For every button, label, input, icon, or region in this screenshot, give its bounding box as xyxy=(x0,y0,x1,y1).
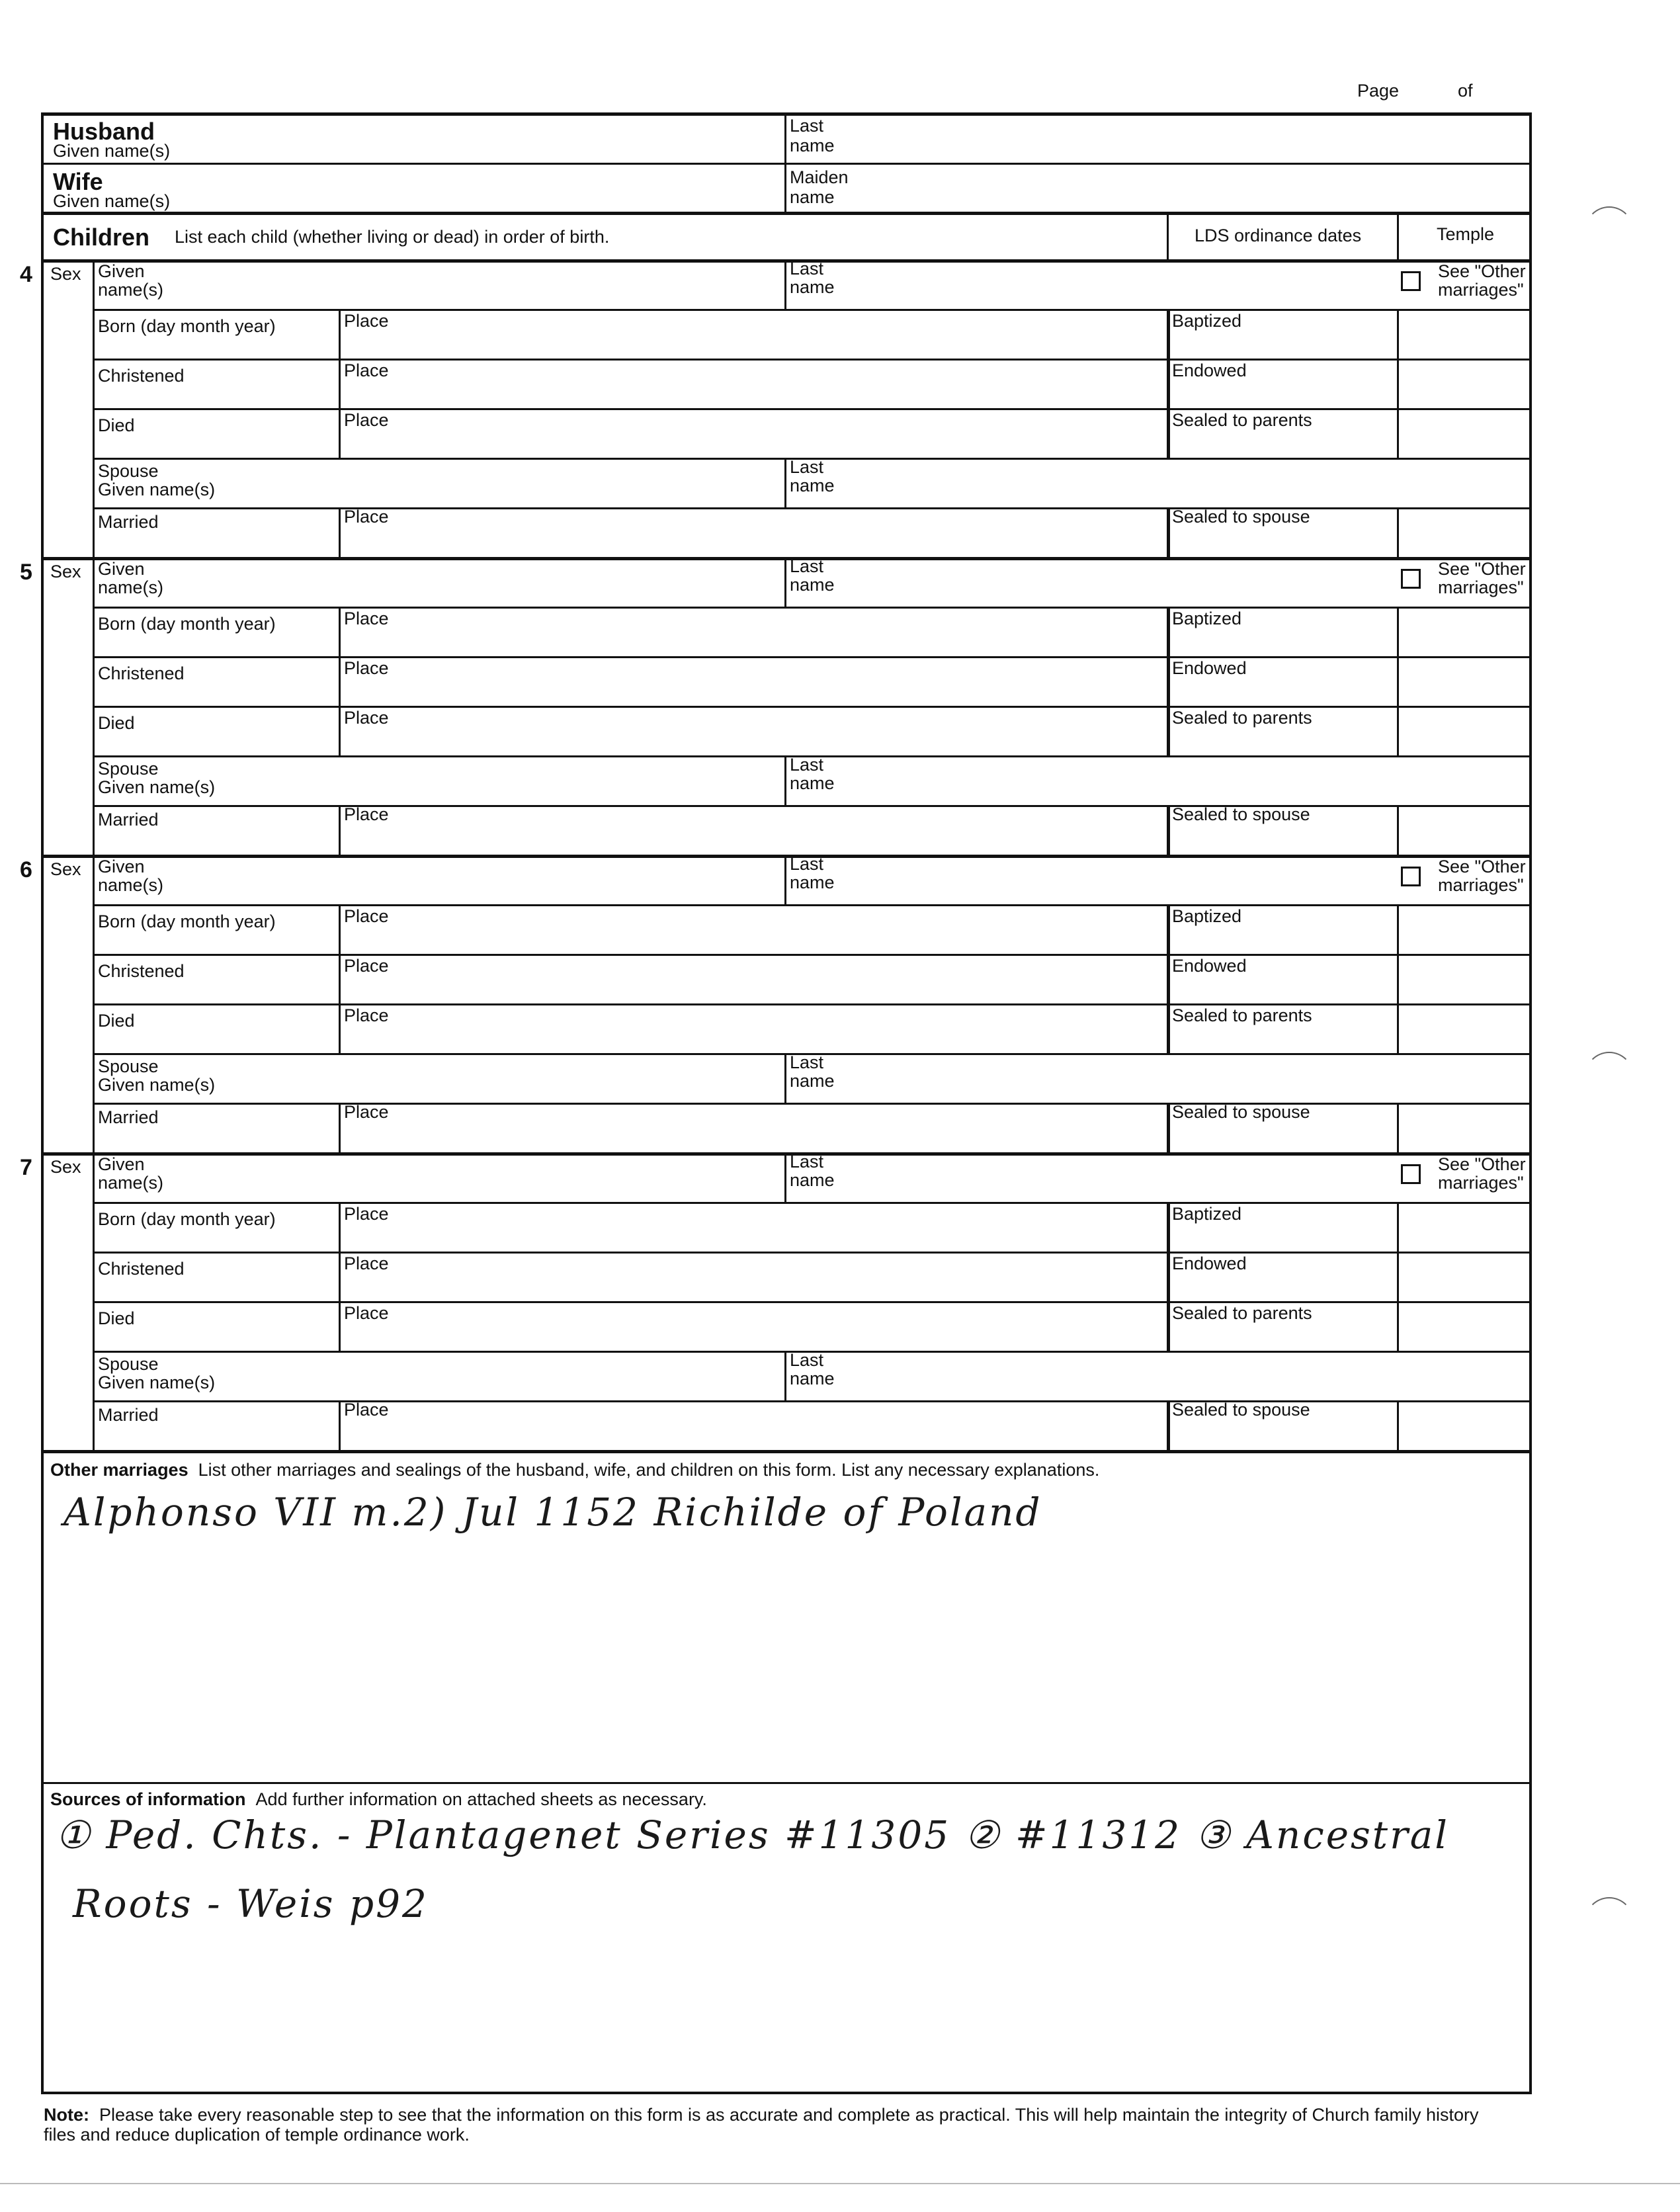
rule xyxy=(339,1400,341,1450)
note-text: Please take every reasonable step to see that the information on this form is as accurate and complete as practical. This will help maintain the integrity of Church family history files and reduce duplication of temple ordinance work. xyxy=(44,2105,1479,2145)
rule xyxy=(339,904,341,954)
rule xyxy=(1397,1301,1399,1351)
page-label: Page xyxy=(1357,81,1400,101)
rule xyxy=(1167,656,1170,706)
rule xyxy=(1167,1103,1170,1152)
sources-handwriting-line2: Roots - Weis p92 xyxy=(73,1881,429,1926)
rule xyxy=(1167,1202,1170,1252)
rule xyxy=(784,1152,786,1202)
punch-hole-mark xyxy=(1585,206,1634,255)
child-7-other-marriages-checkbox[interactable] xyxy=(1401,1164,1421,1184)
rule xyxy=(93,1400,1532,1402)
rule xyxy=(1167,1301,1170,1351)
sources-section xyxy=(50,1790,707,1809)
child-6-last-label: Last xyxy=(790,854,824,874)
child-5-born-row-place-label: Place xyxy=(344,609,389,628)
child-6-sealed-parents-label: Sealed to parents xyxy=(1172,1005,1312,1025)
rule xyxy=(339,359,341,408)
child-7-see-other-label: See "Other xyxy=(1438,1154,1526,1174)
child-6-spouse-last-label-2: name xyxy=(790,1071,835,1091)
rule xyxy=(1397,507,1399,557)
rule xyxy=(1167,507,1170,557)
child-7-given-label-2: name(s) xyxy=(98,1173,164,1193)
child-7-born-row-place-label: Place xyxy=(344,1204,389,1224)
child-6-sealed-spouse-label: Sealed to spouse xyxy=(1172,1102,1310,1122)
rule xyxy=(784,557,786,607)
child-6-endowed-label: Endowed xyxy=(1172,956,1247,976)
child-4-christened-row-label: Christened xyxy=(98,366,185,386)
child-7-baptized-label: Baptized xyxy=(1172,1204,1242,1224)
rule xyxy=(1397,954,1399,1003)
other-marriages-title: Other marriages xyxy=(50,1460,189,1480)
child-5-christened-row-label: Christened xyxy=(98,663,185,683)
child-4-endowed-label: Endowed xyxy=(1172,361,1247,380)
child-5-died-row-label: Died xyxy=(98,713,135,733)
other-marriages-section xyxy=(50,1461,1099,1480)
child-7-died-row-label: Died xyxy=(98,1308,135,1328)
rule xyxy=(1167,954,1170,1003)
rule xyxy=(41,557,1532,560)
rule xyxy=(1397,1103,1399,1152)
child-5-spouse-label: Spouse xyxy=(98,759,159,779)
rule xyxy=(1167,309,1170,359)
rule xyxy=(93,408,1532,410)
child-6-married-place-label: Place xyxy=(344,1102,389,1122)
wife-given-label: Given name(s) xyxy=(53,191,171,211)
child-7-christened-row-place-label: Place xyxy=(344,1254,389,1273)
child-6-other-marriages-checkbox[interactable] xyxy=(1401,867,1421,886)
rule xyxy=(1167,359,1170,408)
child-5-given-label: Given xyxy=(98,559,145,579)
sources-instruction: Add further information on attached sheets as necessary. xyxy=(255,1789,707,1809)
rule xyxy=(784,458,786,507)
child-7-endowed-label: Endowed xyxy=(1172,1254,1247,1273)
rule xyxy=(1397,706,1399,755)
footer-note xyxy=(44,2105,1499,2145)
child-7-christened-row-label: Christened xyxy=(98,1259,185,1279)
rule xyxy=(1167,1252,1170,1301)
rule xyxy=(1397,904,1399,954)
rule xyxy=(41,1782,1532,1784)
rule xyxy=(784,259,786,309)
rule xyxy=(41,163,1532,165)
note-title: Note: xyxy=(44,2105,89,2125)
child-6-christened-row-label: Christened xyxy=(98,961,185,981)
sources-handwriting-line1: ① Ped. Chts. - Plantagenet Series #11305 ② #11312 ③ Ancestral xyxy=(56,1812,1449,1857)
husband-last-label-2: name xyxy=(790,136,835,155)
rule xyxy=(93,1103,1532,1105)
child-4-married-label: Married xyxy=(98,512,159,532)
child-6-died-row-place-label: Place xyxy=(344,1005,389,1025)
rule xyxy=(1167,1400,1170,1450)
rule xyxy=(1397,805,1399,855)
rule xyxy=(41,212,1532,215)
child-6-spouse-label: Spouse xyxy=(98,1056,159,1076)
rule xyxy=(1167,212,1169,259)
rule xyxy=(41,259,1532,263)
child-7-last-label: Last xyxy=(790,1152,824,1171)
punch-hole-mark xyxy=(1585,1897,1634,1946)
rule xyxy=(1167,408,1170,458)
child-6-given-label-2: name(s) xyxy=(98,875,164,895)
child-7-spouse-last-label: Last xyxy=(790,1350,824,1370)
child-5-baptized-label: Baptized xyxy=(1172,609,1242,628)
child-5-spouse-label-2: Given name(s) xyxy=(98,777,216,797)
child-7-sex-label: Sex xyxy=(50,1157,81,1177)
child-4-number: 4 xyxy=(20,262,32,287)
child-4-see-other-label-2: marriages" xyxy=(1438,280,1524,300)
child-6-baptized-label: Baptized xyxy=(1172,906,1242,926)
rule xyxy=(339,954,341,1003)
child-4-spouse-last-label-2: name xyxy=(790,476,835,495)
punch-hole-mark xyxy=(1585,1052,1634,1101)
rule xyxy=(93,954,1532,956)
rule xyxy=(339,1252,341,1301)
rule xyxy=(93,359,1532,361)
page-bottom-rule xyxy=(0,2183,1680,2184)
rule xyxy=(41,112,1532,116)
child-4-sealed-spouse-label: Sealed to spouse xyxy=(1172,507,1310,527)
child-6-spouse-last-label: Last xyxy=(790,1052,824,1072)
child-6-born-row-place-label: Place xyxy=(344,906,389,926)
child-4-other-marriages-checkbox[interactable] xyxy=(1401,271,1421,291)
children-title: Children xyxy=(53,224,150,251)
rule xyxy=(339,507,341,557)
rule xyxy=(93,706,1532,708)
rule xyxy=(93,904,1532,906)
rule xyxy=(339,805,341,855)
rule xyxy=(93,656,1532,658)
rule xyxy=(93,507,1532,509)
child-5-born-row-label: Born (day month year) xyxy=(98,614,276,634)
child-4-last-label-2: name xyxy=(790,277,835,297)
child-5-see-other-label-2: marriages" xyxy=(1438,577,1524,597)
rule xyxy=(339,1003,341,1053)
rule xyxy=(93,1003,1532,1005)
rule xyxy=(339,309,341,359)
child-7-married-label: Married xyxy=(98,1405,159,1425)
child-5-died-row-place-label: Place xyxy=(344,708,389,728)
child-7-spouse-label: Spouse xyxy=(98,1354,159,1374)
child-4-died-row-label: Died xyxy=(98,415,135,435)
child-6-see-other-label-2: marriages" xyxy=(1438,875,1524,895)
rule xyxy=(1397,607,1399,656)
child-5-last-label-2: name xyxy=(790,575,835,595)
rule xyxy=(41,1450,1532,1453)
husband-title: Husband xyxy=(53,118,155,145)
child-4-died-row-place-label: Place xyxy=(344,410,389,430)
child-4-born-row-place-label: Place xyxy=(344,311,389,331)
child-5-sealed-parents-label: Sealed to parents xyxy=(1172,708,1312,728)
child-5-married-place-label: Place xyxy=(344,804,389,824)
child-6-christened-row-place-label: Place xyxy=(344,956,389,976)
child-7-died-row-place-label: Place xyxy=(344,1303,389,1323)
child-4-born-row-label: Born (day month year) xyxy=(98,316,276,336)
child-6-spouse-label-2: Given name(s) xyxy=(98,1075,216,1095)
rule xyxy=(41,855,1532,858)
wife-maiden-label: Maiden xyxy=(790,167,849,187)
rule xyxy=(93,1301,1532,1303)
rule xyxy=(93,805,1532,807)
child-7-given-label: Given xyxy=(98,1154,145,1174)
child-5-spouse-last-label: Last xyxy=(790,755,824,775)
child-6-died-row-label: Died xyxy=(98,1011,135,1031)
child-4-last-label: Last xyxy=(790,259,824,278)
child-5-last-label: Last xyxy=(790,556,824,576)
rule xyxy=(1167,805,1170,855)
other-marriages-instruction: List other marriages and sealings of the husband, wife, and children on this form. List any necessary explanations. xyxy=(198,1460,1100,1480)
rule xyxy=(784,112,786,212)
child-4-sealed-parents-label: Sealed to parents xyxy=(1172,410,1312,430)
rule xyxy=(1397,212,1399,259)
temple-label: Temple xyxy=(1437,224,1495,244)
child-5-married-label: Married xyxy=(98,810,159,830)
rule xyxy=(1167,1003,1170,1053)
rule xyxy=(339,656,341,706)
child-7-spouse-last-label-2: name xyxy=(790,1369,835,1388)
child-5-other-marriages-checkbox[interactable] xyxy=(1401,569,1421,589)
lds-ordinance-label: LDS ordinance dates xyxy=(1195,226,1362,245)
rule xyxy=(784,755,786,805)
rule xyxy=(1397,1400,1399,1450)
child-4-sex-label: Sex xyxy=(50,264,81,284)
sources-title: Sources of information xyxy=(50,1789,246,1809)
rule xyxy=(339,1202,341,1252)
rule xyxy=(41,1152,1532,1156)
rule xyxy=(93,1252,1532,1254)
child-5-spouse-last-label-2: name xyxy=(790,773,835,793)
rule xyxy=(1397,1003,1399,1053)
wife-title: Wife xyxy=(53,168,103,195)
rule xyxy=(339,706,341,755)
of-label: of xyxy=(1458,81,1473,101)
child-4-christened-row-place-label: Place xyxy=(344,361,389,380)
rule xyxy=(339,1103,341,1152)
child-7-spouse-label-2: Given name(s) xyxy=(98,1373,216,1392)
rule xyxy=(784,1351,786,1400)
child-6-born-row-label: Born (day month year) xyxy=(98,912,276,931)
child-4-married-place-label: Place xyxy=(344,507,389,527)
rule xyxy=(93,607,1532,609)
child-4-spouse-label-2: Given name(s) xyxy=(98,480,216,499)
rule xyxy=(784,855,786,904)
other-marriages-handwriting: Alphonso VII m.2) Jul 1152 Richilde of Poland xyxy=(63,1490,1042,1535)
rule xyxy=(339,607,341,656)
child-5-sex-label: Sex xyxy=(50,562,81,581)
rule xyxy=(1397,1252,1399,1301)
child-7-sealed-spouse-label: Sealed to spouse xyxy=(1172,1400,1310,1420)
child-5-number: 5 xyxy=(20,560,32,585)
child-5-given-label-2: name(s) xyxy=(98,577,164,597)
child-4-see-other-label: See "Other xyxy=(1438,261,1526,281)
rule xyxy=(1167,607,1170,656)
children-instruction: List each child (whether living or dead) in order of birth. xyxy=(175,227,610,247)
child-4-given-label: Given xyxy=(98,261,145,281)
child-6-given-label: Given xyxy=(98,857,145,876)
child-5-see-other-label: See "Other xyxy=(1438,559,1526,579)
rule xyxy=(339,1301,341,1351)
child-5-christened-row-place-label: Place xyxy=(344,658,389,678)
child-7-see-other-label-2: marriages" xyxy=(1438,1173,1524,1193)
rule xyxy=(1397,1202,1399,1252)
rule xyxy=(1397,656,1399,706)
husband-given-label: Given name(s) xyxy=(53,141,171,161)
child-6-sex-label: Sex xyxy=(50,859,81,879)
child-6-see-other-label: See "Other xyxy=(1438,857,1526,876)
rule xyxy=(1167,904,1170,954)
wife-maiden-label-2: name xyxy=(790,187,835,207)
rule xyxy=(1397,309,1399,359)
child-7-sealed-parents-label: Sealed to parents xyxy=(1172,1303,1312,1323)
child-7-born-row-label: Born (day month year) xyxy=(98,1209,276,1229)
rule xyxy=(93,1202,1532,1204)
rule xyxy=(1167,706,1170,755)
child-7-last-label-2: name xyxy=(790,1170,835,1190)
child-6-married-label: Married xyxy=(98,1107,159,1127)
rule xyxy=(1397,359,1399,408)
child-5-endowed-label: Endowed xyxy=(1172,658,1247,678)
child-4-spouse-last-label: Last xyxy=(790,457,824,477)
child-4-baptized-label: Baptized xyxy=(1172,311,1242,331)
husband-last-label: Last xyxy=(790,116,824,136)
rule xyxy=(1397,408,1399,458)
child-6-number: 6 xyxy=(20,857,32,882)
child-4-spouse-label: Spouse xyxy=(98,461,159,481)
child-6-last-label-2: name xyxy=(790,872,835,892)
child-5-sealed-spouse-label: Sealed to spouse xyxy=(1172,804,1310,824)
rule xyxy=(784,1053,786,1103)
rule xyxy=(93,309,1532,311)
child-4-given-label-2: name(s) xyxy=(98,280,164,300)
rule xyxy=(339,408,341,458)
child-7-number: 7 xyxy=(20,1155,32,1180)
child-7-married-place-label: Place xyxy=(344,1400,389,1420)
